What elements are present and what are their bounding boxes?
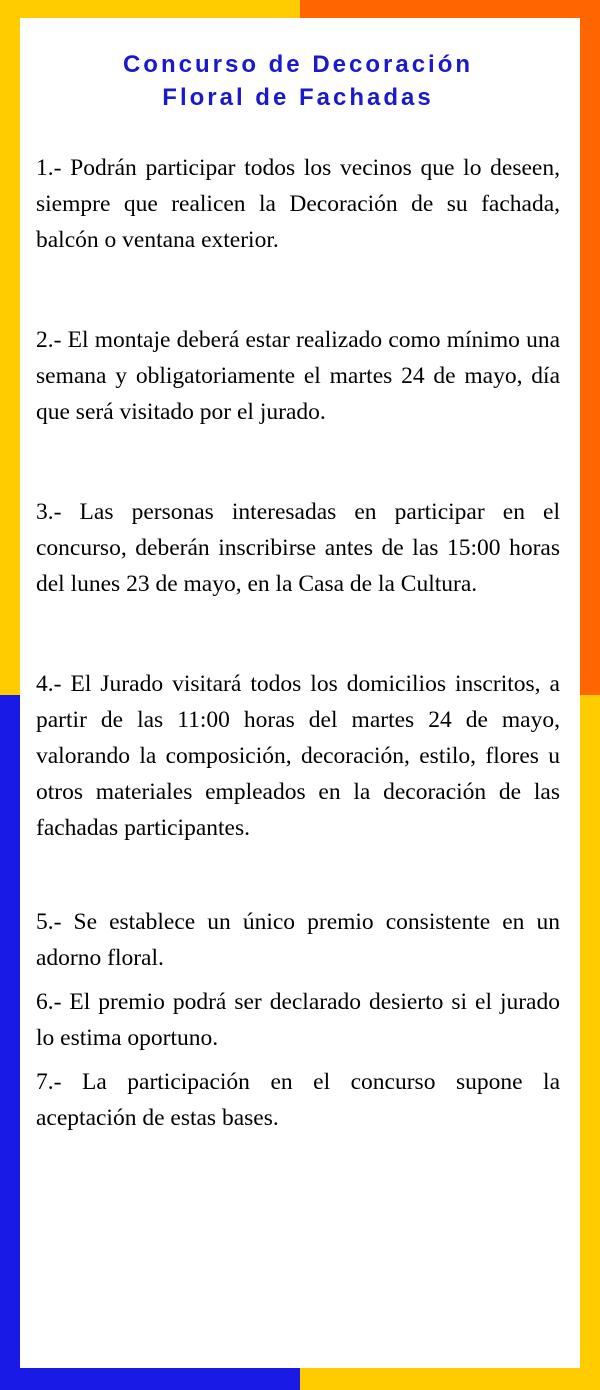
rule-5: 5.- Se establece un único premio consistente en un adorno floral. (36, 909, 560, 971)
content-card (20, 18, 580, 1368)
rule-4: 4.- El Jurado visitará todos los domicilios inscritos, a partir de las 11:00 horas del martes 24 de mayo, valorando la composición, decoración, estilo, flores u otros materiales empleados en la decoración de las fachadas participantes. (36, 671, 560, 841)
rule-1: 1.- Podrán participar todos los vecinos que lo deseen, siempre que realicen la Decoración de su fachada, balcón o ventana exterior. (36, 155, 560, 253)
rule-2: 2.- El montaje deberá estar realizado como mínimo una semana y obligatoriamente el martes 24 de mayo, día que será visitado por el jurado. (36, 327, 560, 425)
rule-6: 6.- El premio podrá ser declarado desierto si el jurado lo estima oportuno. (36, 989, 560, 1051)
rule-7: 7.- La participación en el concurso supone la aceptación de estas bases. (36, 1069, 560, 1131)
page-title (36, 48, 560, 114)
title-line-2: Floral de Fachadas (162, 84, 434, 111)
rule-3: 3.- Las personas interesadas en participar en el concurso, deberán inscribirse antes de las 15:00 horas del lunes 23 de mayo, en la Casa de la Cultura. (36, 499, 560, 597)
title-line-1: Concurso de Decoración (122, 51, 474, 78)
